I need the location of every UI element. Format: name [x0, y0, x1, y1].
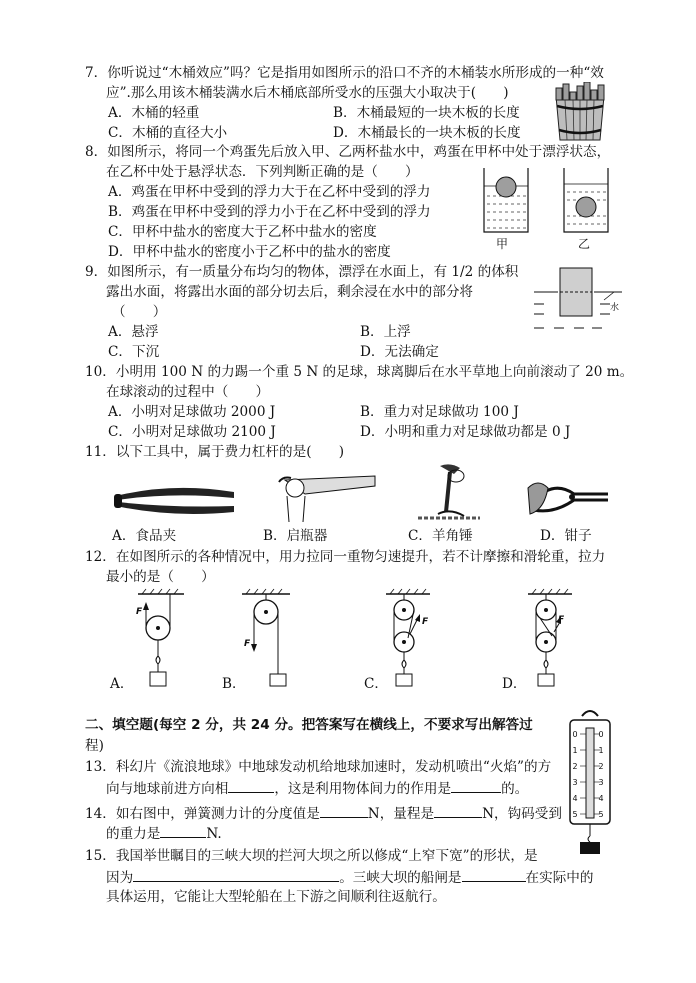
- q9-option-a: A．悬浮: [108, 324, 159, 340]
- q14-line1: 14．如右图中，弹簧测力计的分度值是 N，量程是 N，钩码受到: [85, 803, 562, 823]
- q9-option-b: B．上浮: [360, 324, 411, 340]
- bottle-opener-icon: [275, 472, 379, 526]
- pliers-icon: [524, 470, 614, 524]
- scale-tick-label-left-1: 1: [572, 746, 578, 755]
- q10-option-d: D．小明和重力对足球做功都是 0 J: [360, 424, 571, 440]
- section-2-heading: 二、填空题(每空 2 分，共 24 分。把答案写在横线上，不要求写出解答过: [85, 717, 533, 733]
- q7-line2: 应”.那么用该木桶装满水后木桶底部所受水的压强大小取决于( ): [106, 85, 509, 101]
- q8-option-b: B．鸡蛋在甲杯中受到的浮力小于在乙杯中受到的浮力: [108, 204, 431, 220]
- q14-blank-3[interactable]: [160, 823, 206, 838]
- scale-tick-label-right-3: 3: [598, 778, 604, 787]
- water-label: 水: [610, 303, 620, 313]
- floating-block-figure: [530, 262, 626, 334]
- q8-line1: 8．如图所示，将同一个鸡蛋先后放入甲、乙两杯盐水中，鸡蛋在甲杯中处于漂浮状态，: [85, 144, 611, 160]
- q12-option-d: D．: [502, 676, 527, 692]
- q8-line2: 在乙杯中处于悬浮状态．下列判断正确的是（ ）: [106, 164, 419, 180]
- scale-tick-label-left-5: 5: [572, 810, 578, 819]
- q7-line1: 7．你听说过“木桶效应”吗？它是指用如图所示的沿口不齐的木桶装水所形成的一种“效: [85, 65, 604, 81]
- q11-option-c: C．羊角锤: [408, 528, 473, 544]
- q13-blank-2[interactable]: [451, 778, 501, 793]
- scale-tick-label-right-0: 0: [598, 730, 604, 739]
- scale-tick-label-left-4: 4: [572, 794, 578, 803]
- q9-option-d: D．无法确定: [360, 344, 439, 360]
- scale-tick-label-right-4: 4: [598, 794, 604, 803]
- force-label-d: F: [558, 615, 565, 625]
- q9-line1: 9．如图所示，有一质量分布均匀的物体，漂浮在水面上，有 1/2 的体积: [85, 264, 519, 280]
- spring-scale-figure: [566, 706, 614, 856]
- q11-option-d: D．钳子: [540, 528, 592, 544]
- q15-line2: 因为 。三峡大坝的船闸是 在实际中的: [106, 867, 594, 887]
- cup-yi-label: 乙: [578, 237, 591, 251]
- force-label-a: F: [136, 607, 143, 617]
- force-label-b: F: [244, 639, 251, 649]
- egg-cups-figure: [482, 166, 612, 236]
- scale-tick-label-right-1: 1: [598, 746, 604, 755]
- q7-option-d: D．木桶最长的一块木板的长度: [333, 125, 521, 141]
- q8-option-c: C．甲杯中盐水的密度大于乙杯中盐水的密度: [108, 224, 377, 240]
- q12-option-b: B．: [222, 676, 246, 692]
- section-2-heading-cont: 程): [85, 738, 104, 754]
- q15-line1: 15．我国举世瞩目的三峡大坝的拦河大坝之所以修成“上窄下宽”的形状，是: [85, 848, 538, 864]
- q9-line2: 露出水面，将露出水面的部分切去后，剩余浸在水中的部分将: [106, 284, 474, 300]
- scale-tick-label-right-5: 5: [598, 810, 604, 819]
- q11-line1: 11．以下工具中，属于费力杠杆的是( ): [85, 444, 344, 460]
- q10-option-a: A．小明对足球做功 2000 J: [108, 404, 276, 420]
- q11-option-a: A．食品夹: [112, 528, 177, 544]
- q14-blank-1[interactable]: [320, 803, 368, 818]
- force-label-c: F: [422, 617, 429, 627]
- q13-line1: 13．科幻片《流浪地球》中地球发动机给地球加速时，发动机喷出“火焰”的方: [85, 759, 552, 775]
- q14-blank-2[interactable]: [434, 803, 482, 818]
- q12-line1: 12．在如图所示的各种情况中，用力拉同一重物匀速提升，若不计摩擦和滑轮重，拉力: [85, 549, 606, 565]
- q12-line2: 最小的是（ ）: [106, 569, 215, 585]
- food-tongs-icon: [112, 478, 238, 522]
- q9-option-c: C．下沉: [108, 344, 160, 360]
- q7-option-b: B．木桶最短的一块木板的长度: [333, 105, 520, 121]
- q7-option-a: A．木桶的轻重: [108, 105, 200, 121]
- pulley-c-figure: [382, 588, 442, 692]
- cup-jia-label: 甲: [496, 237, 509, 251]
- scale-tick-label-right-2: 2: [598, 762, 604, 771]
- wooden-bucket-figure: [548, 82, 612, 144]
- claw-hammer-icon: [410, 462, 490, 524]
- scale-tick-label-left-2: 2: [572, 762, 578, 771]
- q8-option-a: A．鸡蛋在甲杯中受到的浮力大于在乙杯中受到的浮力: [108, 184, 431, 200]
- q12-option-a: A．: [110, 676, 134, 692]
- q7-option-c: C．木桶的直径大小: [108, 125, 228, 141]
- pulley-b-figure: [238, 588, 298, 692]
- q14-line2: 的重力是 N.: [106, 823, 222, 843]
- q10-option-b: B．重力对足球做功 100 J: [360, 404, 519, 420]
- q13-blank-1[interactable]: [228, 778, 274, 793]
- q8-option-d: D．甲杯中盐水的密度小于乙杯中的盐水的密度: [108, 244, 391, 260]
- q15-blank-1[interactable]: [133, 867, 339, 882]
- q13-line2: 向与地球前进方向相 ，这是利用物体间力的作用是 的。: [106, 778, 528, 798]
- q11-option-b: B．启瓶器: [263, 528, 328, 544]
- q15-blank-2[interactable]: [462, 867, 526, 882]
- q12-option-c: C．: [364, 676, 388, 692]
- q15-line3: 具体运用，它能让大型轮船在上下游之间顺利往返航行。: [106, 889, 446, 905]
- pulley-d-figure: [524, 588, 584, 692]
- q10-option-c: C．小明对足球做功 2100 J: [108, 424, 276, 440]
- pulley-a-figure: [134, 588, 194, 692]
- scale-tick-label-left-3: 3: [572, 778, 578, 787]
- q10-line1: 10．小明用 100 N 的力踢一个重 5 N 的足球，球离脚后在水平草地上向前滚动了 20 m。: [85, 364, 634, 380]
- q10-line2: 在球滚动的过程中（ ）: [106, 384, 270, 400]
- scale-tick-label-left-0: 0: [572, 730, 578, 739]
- q9-line3: （ ）: [112, 304, 167, 320]
